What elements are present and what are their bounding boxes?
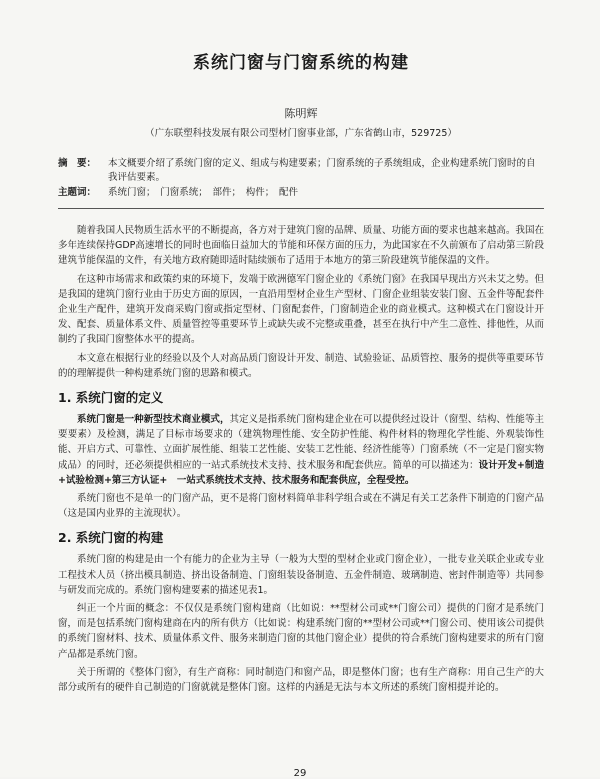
construction-paragraph: 纠正一个片面的概念：不仅仅是系统门窗构建商（比如说：**型材公司或**门窗公司）提供的门窗才是系统门窗，而是包括系统门窗构建商在内的所有供方（比如说：构建系统门窗的**型材公司或**门窗公司、使用该公司提供的系统门窗材料、技术、质量体系文件、服务来制造门窗的其他门窗企业）提供的符合系统门窗构建要求的所有门窗产品都是系统门窗。 (58, 603, 544, 660)
abstract-block (58, 157, 544, 200)
intro-paragraph: 本文意在根据行业的经验以及个人对高品质门窗设计开发、制造、试验验证、品质管控、服务的提供等重要环节的的理解提供一种构建系统门窗的思路和模式。 (58, 352, 544, 379)
construction-paragraph: 关于所谓的《整体门窗》，有生产商称：同时制造门和窗产品，即是整体门窗；也有生产商称：用自己生产的大部分或所有的硬件自己制造的门窗就就是整体门窗。这样的内涵是无法与本文所述的系统门窗相提并论的。 (58, 666, 544, 694)
definition-paragraph-2: 系统门窗也不是单一的门窗产品，更不是将门窗材料简单非科学组合或在不满足有关工艺条件下制造的门窗产品（这是国内业界的主流现状）。 (58, 493, 544, 520)
definition-lead: 系统门窗是一种新型技术商业模式， (77, 414, 230, 426)
keywords-label: 主题词： (58, 187, 97, 198)
keywords-text: 系统门窗； 门窗系统； 部件； 构件； 配件 (108, 187, 299, 198)
abstract-row (58, 157, 544, 185)
author-name: 陈明辉 (284, 107, 318, 120)
page-number: 29 (293, 768, 307, 779)
construction-paragraph: 系统门窗的构建是由一个有能力的企业为主导（一般为大型的型材企业或门窗企业），一批专业关联企业或专业工程技术人员（挤出模具制造、挤出设备制造、门窗组装设备制造、五金件制造、玻璃制造、密封件制造等）共同参与研发而完成的。系统门窗构建要素的描述见表1。 (58, 554, 544, 596)
abstract-text: 本文概要介绍了系统门窗的定义、组成与构建要素；门窗系统的子系统组成，企业构建系统门窗时的自我评估要素。 (108, 158, 536, 183)
section-heading-1: 1. 系统门窗的定义 (58, 390, 164, 406)
paper-title: 系统门窗与门窗系统的构建 (193, 53, 409, 73)
keywords-row (58, 186, 544, 200)
definition-summary: 设计开发+制造+试验检测+第三方认证+ 一站式系统技术支持、技术服务和配套供应，全程受控。 (58, 459, 544, 486)
intro-paragraph: 在这种市场需求和政策约束的环境下，发端于欧洲德军门窗企业的《系统门窗》在我国早现出方兴未艾之势。但是我国的建筑门窗行业由于历史方面的原因，一直沿用型材企业生产型材、门窗企业组装安装门窗、五金件等配套件企业生产配件，建筑开发商采购门窗或指定型材、门窗配套件，门窗制造企业的商业模式。这种模式在门窗设计开发、配套、质量体系文件、质量管控等重要环节上或缺失或不完整或重叠，甚至在执行中产生二意性、排他性，从而制约了我国门窗整体水平的提高。 (58, 273, 544, 346)
abstract-label: 摘 要： (58, 158, 97, 169)
definition-body: 其定义是指系统门窗构建企业在可以提供经过设计（窗型、结构、性能等主要要素）及检测，满足了目标市场要求的（建筑物理性能、安全防护性能、构件材料的物理化学性能、外观装饰性能、开启方式、可靠性、立面扩展性能、组装工艺性能、安装工艺性能、经济性能等）门窗系统（不一定是门窗实物成品）的同时，还必须提供相应的一站式系统技术支持、技术服务和配套供应。简单的可以描述为： (58, 414, 544, 471)
author-affiliation: （广东联塑科技发展有限公司型材门窗事业部，广东省鹤山市，529725） (145, 128, 457, 139)
intro-paragraph: 随着我国人民物质生活水平的不断提高，各方对于建筑门窗的品牌、质量、功能方面的要求也越来越高。我国在多年连续保持GDP高速增长的同时也面临日益加大的节能和环保方面的压力，为此国家在不久前颁布了启动第三阶段建筑节能保温的文件，有关地方政府随即适时陆续颁布了适用于本地方的第三阶段建筑节能保温的文件。 (58, 225, 544, 267)
abstract-divider (58, 208, 544, 209)
section-heading-2: 2. 系统门窗的构建 (58, 530, 164, 546)
definition-paragraph (58, 412, 544, 488)
